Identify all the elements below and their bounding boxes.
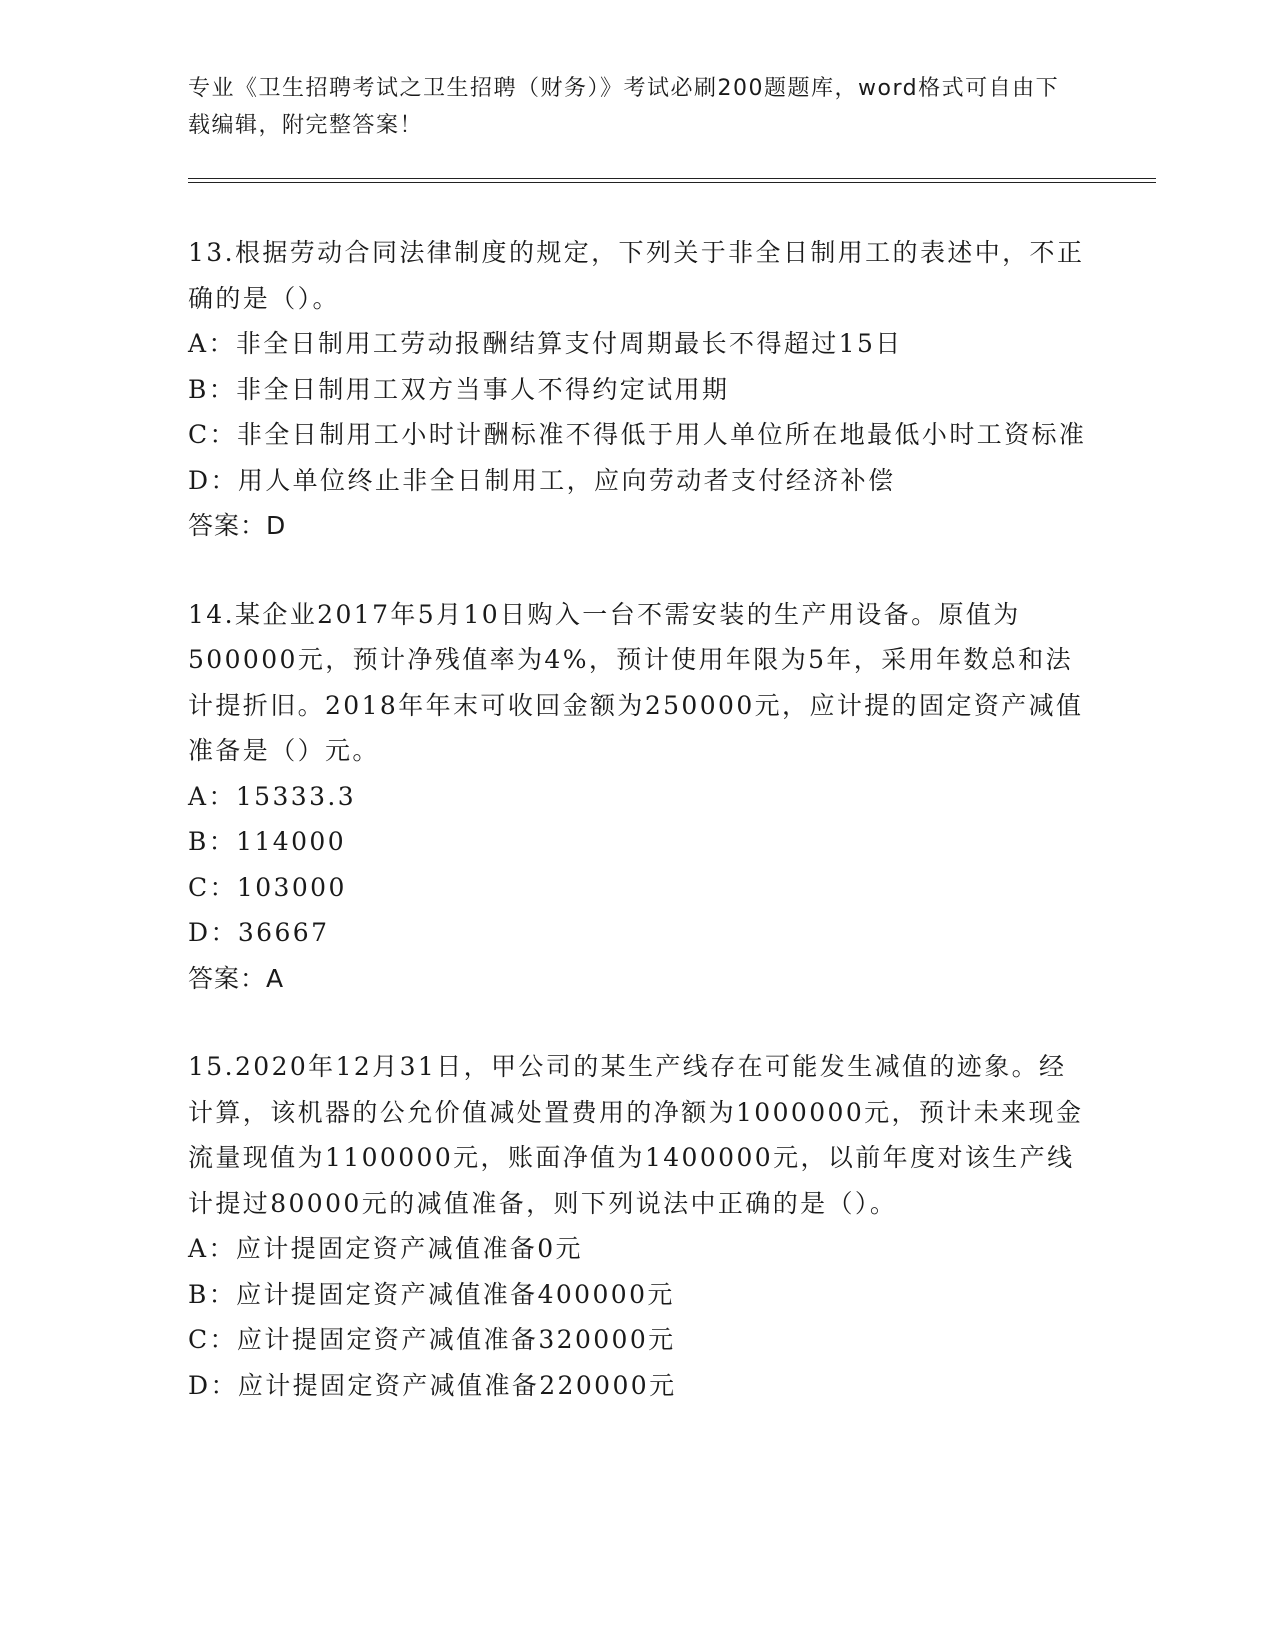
option-d: D：应计提固定资产减值准备220000元 <box>188 1370 677 1400</box>
document-header: 专业《卫生招聘考试之卫生招聘（财务）》考试必刷200题题库，word格式可自由下载编辑，附完整答案！ <box>188 76 1060 138</box>
header-rule-top <box>188 178 1156 179</box>
answer-line: 答案：A <box>188 963 285 993</box>
option-a: A：非全日制用工劳动报酬结算支付周期最长不得超过15日 <box>188 329 903 358</box>
option-c: C：103000 <box>188 872 347 902</box>
question-list <box>188 230 1088 1451</box>
header-rule-bottom <box>188 182 1156 183</box>
question-13 <box>188 230 1088 549</box>
option-d: D：用人单位终止非全日制用工，应向劳动者支付经济补偿 <box>188 465 896 495</box>
option-d: D：36667 <box>188 918 330 947</box>
answer-line: 答案：D <box>188 511 287 540</box>
question-15 <box>188 1044 1088 1408</box>
option-b: B：应计提固定资产减值准备400000元 <box>188 1279 675 1309</box>
question-14 <box>188 592 1088 1002</box>
question-stem: 15.2020年12月31日，甲公司的某生产线存在可能发生减值的迹象。经计算，该机器的公允价值减处置费用的净额为1000000元，预计未来现金流量现值为1100000元，账面净值为1400000元，以前年度对该生产线计提过80000元的减值准备，则下列说法中正确的是（）。 <box>188 1052 1084 1218</box>
question-stem: 13.根据劳动合同法律制度的规定，下列关于非全日制用工的表述中，不正确的是（）。 <box>188 238 1085 313</box>
option-a: A：15333.3 <box>188 781 357 811</box>
option-a: A：应计提固定资产减值准备0元 <box>188 1234 583 1263</box>
option-c: C：非全日制用工小时计酬标准不得低于用人单位所在地最低小时工资标准 <box>188 420 1087 449</box>
question-stem: 14.某企业2017年5月10日购入一台不需安装的生产用设备。原值为500000元，预计净残值率为4%，预计使用年限为5年，采用年数总和法计提折旧。2018年年末可收回金额为250000元，应计提的固定资产减值准备是（）元。 <box>188 599 1084 765</box>
option-c: C：应计提固定资产减值准备320000元 <box>188 1325 676 1354</box>
option-b: B：非全日制用工双方当事人不得约定试用期 <box>188 374 730 404</box>
option-b: B：114000 <box>188 827 347 856</box>
